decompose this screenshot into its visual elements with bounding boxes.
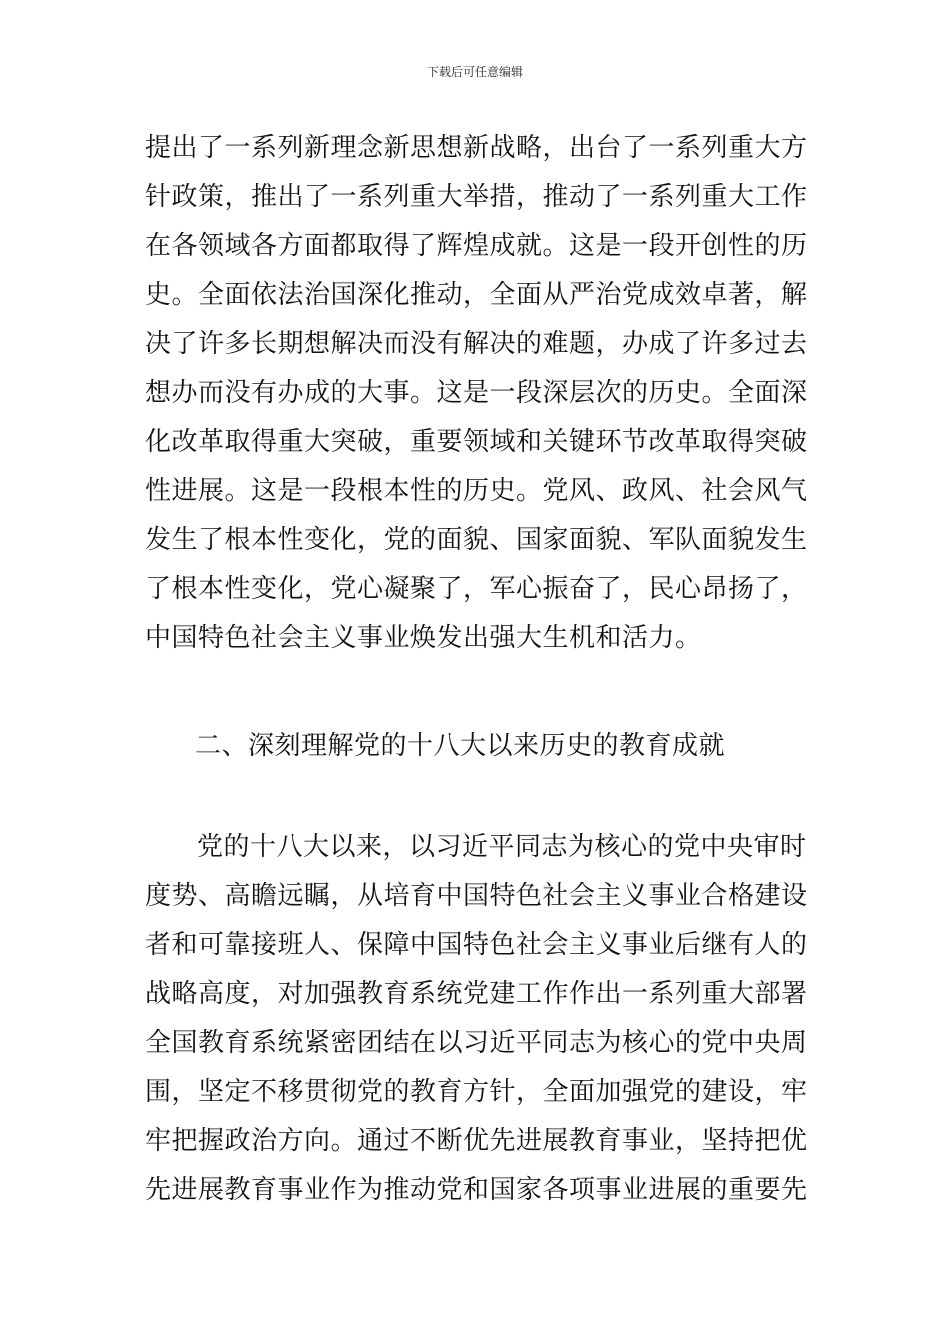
text-line: 者和可靠接班人、保障中国特色社会主义事业后继有人的 — [145, 930, 808, 960]
text-line: 度势、高瞻远瞩，从培育中国特色社会主义事业合格建设 — [145, 881, 808, 911]
text-line: 了根本性变化，党心凝聚了，军心振奋了，民心昂扬了， — [145, 574, 808, 604]
text-line: 全国教育系统紧密团结在以习近平同志为核心的党中央周 — [145, 1028, 808, 1058]
text-line: 性进展。这是一段根本性的历史。党风、政风、社会风气 — [145, 476, 808, 506]
text-line: 先进展教育事业作为推动党和国家各项事业进展的重要先 — [145, 1175, 808, 1205]
text-line: 在各领域各方面都取得了辉煌成就。这是一段开创性的历 — [145, 231, 808, 261]
text-line: 战略高度，对加强教育系统党建工作作出一系列重大部署 — [145, 979, 808, 1009]
paragraph-education — [145, 823, 807, 1215]
text-line: 围，坚定不移贯彻党的教育方针，全面加强党的建设，牢 — [145, 1077, 808, 1107]
paragraph-continued — [145, 124, 807, 663]
text-line: 提出了一系列新理念新思想新战略，出台了一系列重大方 — [145, 133, 808, 163]
text-line: 牢把握政治方向。通过不断优先进展教育事业，坚持把优 — [145, 1126, 808, 1156]
text-line: 发生了根本性变化，党的面貌、国家面貌、军队面貌发生 — [145, 525, 808, 555]
text-line: 史。全面依法治国深化推动，全面从严治党成效卓著，解 — [145, 280, 808, 310]
section-heading: 二、深刻理解党的十八大以来历史的教育成就 — [195, 731, 726, 761]
text-line: 针政策，推出了一系列重大举措，推动了一系列重大工作 — [145, 182, 808, 212]
text-line: 中国特色社会主义事业焕发出强大生机和活力。 — [145, 623, 702, 653]
page-header: 下载后可任意编辑 — [426, 65, 523, 79]
text-line: 想办而没有办成的大事。这是一段深层次的历史。全面深 — [145, 378, 808, 408]
text-line: 决了许多长期想解决而没有解决的难题，办成了许多过去 — [145, 329, 808, 359]
text-line: 化改革取得重大突破，重要领域和关键环节改革取得突破 — [145, 427, 808, 457]
text-line: 党的十八大以来，以习近平同志为核心的党中央审时 — [197, 832, 807, 862]
